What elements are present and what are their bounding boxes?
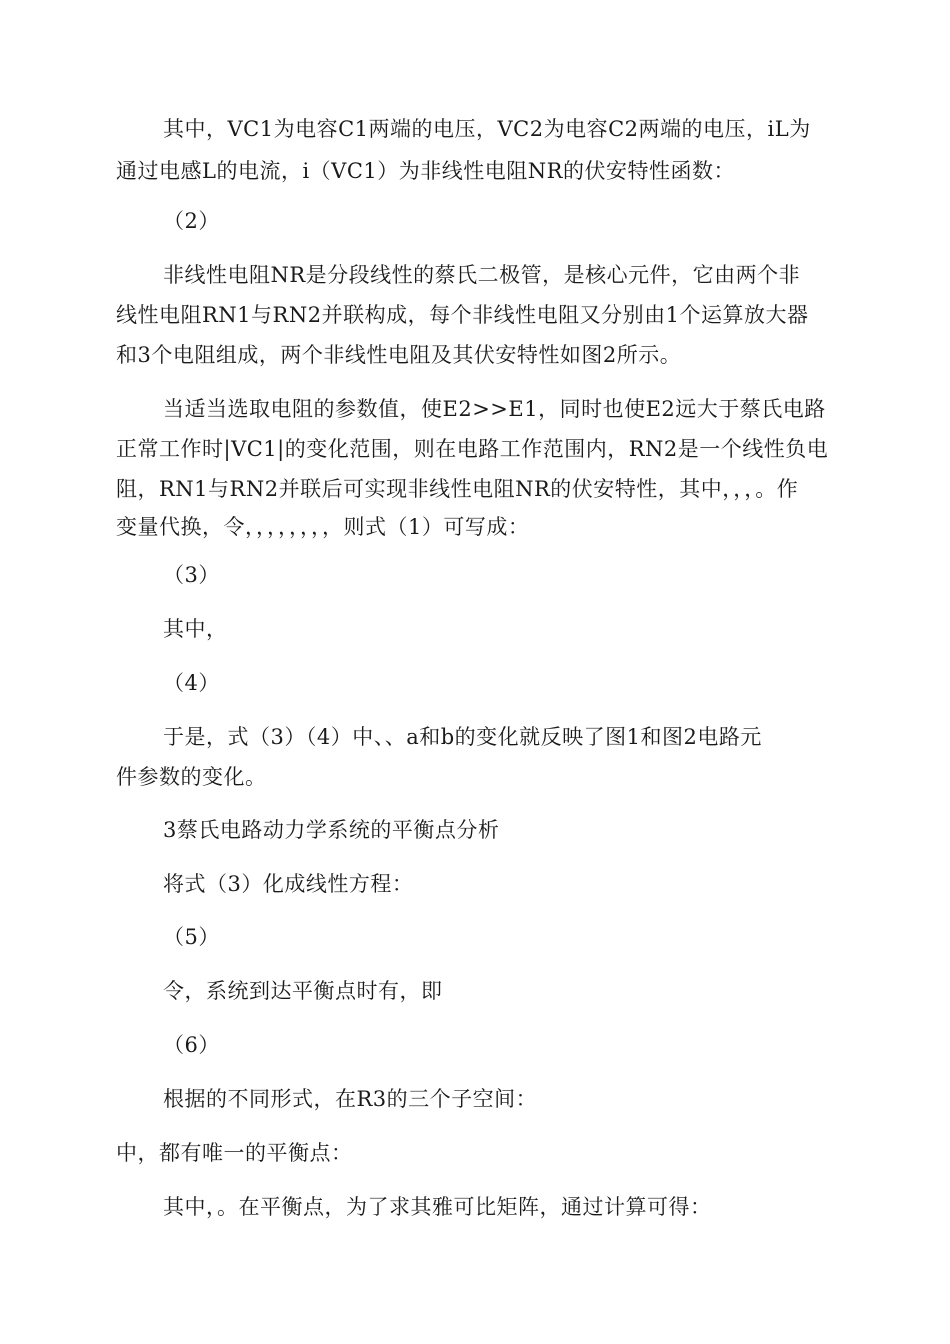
equation-6-label: （6） bbox=[163, 1033, 220, 1057]
paragraph-6-line-1: 令，系统到达平衡点时有，即 bbox=[163, 979, 443, 1003]
paragraph-9-line-1: 其中，。在平衡点，为了求其雅可比矩阵，通过计算可得： bbox=[163, 1195, 712, 1219]
paragraph-1-line-1: 其中，VC1为电容C1两端的电压，VC2为电容C2两端的电压，iL为 bbox=[163, 117, 811, 141]
where-line: 其中， bbox=[163, 617, 228, 641]
equation-3-label: （3） bbox=[163, 563, 220, 587]
equation-5-label: （5） bbox=[163, 925, 220, 949]
paragraph-3-line-1: 当适当选取电阻的参数值，使E2>>E1，同时也使E2远大于蔡氏电路 bbox=[163, 397, 826, 421]
paragraph-4-line-2: 件参数的变化。 bbox=[116, 765, 267, 789]
paragraph-3-line-4: 变量代换，令，，，，，，，，则式（1）可写成： bbox=[116, 515, 530, 539]
paragraph-3-line-2: 正常工作时|VC1|的变化范围，则在电路工作范围内，RN2是一个线性负电 bbox=[116, 437, 829, 461]
paragraph-4-line-1: 于是，式（3）（4）中、、a和b的变化就反映了图1和图2电路元 bbox=[163, 725, 762, 749]
paragraph-2-line-3: 和3个电阻组成，两个非线性电阻及其伏安特性如图2所示。 bbox=[116, 343, 682, 367]
paragraph-1-line-2: 通过电感L的电流，i（VC1）为非线性电阻NR的伏安特性函数： bbox=[116, 159, 735, 183]
section-heading: 3蔡氏电路动力学系统的平衡点分析 bbox=[163, 818, 500, 842]
equation-2-label: （2） bbox=[163, 209, 220, 233]
equation-4-label: （4） bbox=[163, 671, 220, 695]
paragraph-7-line-1: 根据的不同形式，在R3的三个子空间： bbox=[163, 1087, 538, 1111]
paragraph-3-line-3: 阻，RN1与RN2并联后可实现非线性电阻NR的伏安特性，其中，，，。作 bbox=[116, 477, 799, 501]
paragraph-8-line-1: 中，都有唯一的平衡点： bbox=[116, 1141, 353, 1165]
paragraph-2-line-2: 线性电阻RN1与RN2并联构成，每个非线性电阻又分别由1个运算放大器 bbox=[116, 303, 809, 327]
paragraph-5-line-1: 将式（3）化成线性方程： bbox=[163, 872, 414, 896]
paragraph-2-line-1: 非线性电阻NR是分段线性的蔡氏二极管，是核心元件，它由两个非 bbox=[163, 263, 801, 287]
